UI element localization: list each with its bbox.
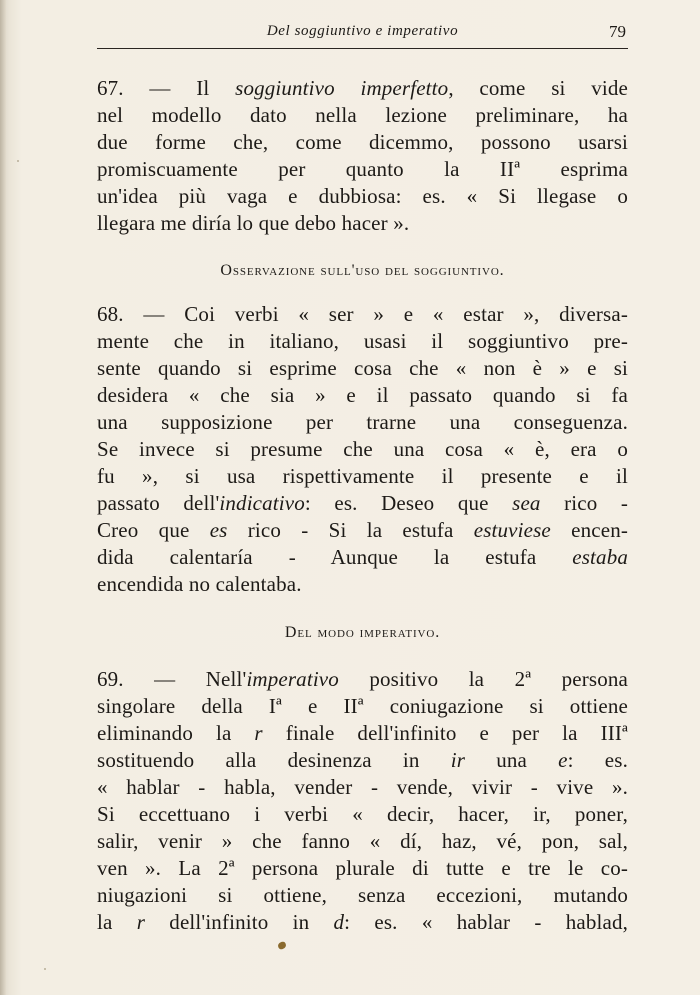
text-line: Se invece si presume che una cosa « è, era o	[97, 437, 628, 461]
text-line: passato dell'indicativo: es. Deseo que sea rico -	[97, 491, 628, 515]
running-head	[97, 20, 628, 49]
text-line: promiscuamente per quanto la IIª esprima	[97, 157, 628, 181]
text-line: 69. — Nell'imperativo positivo la 2ª persona	[97, 667, 628, 691]
section-heading-imperative: Del modo imperativo.	[284, 624, 441, 641]
page-number: 79	[609, 22, 626, 41]
text-line: sente quando si esprime cosa che « non è » e si	[97, 356, 628, 380]
text-line: llegara me diría lo que debo hacer ».	[97, 211, 410, 235]
text-line: la r dell'infinito in d: es. « hablar - hablad,	[97, 910, 628, 934]
text-line: desidera « che sia » e il passato quando si fa	[97, 383, 628, 407]
ink-blot-mark	[277, 941, 287, 950]
text-line: 68. — Coi verbi « ser » e « estar », diversa-	[97, 302, 628, 326]
text-line: due forme che, come dicemmo, possono usarsi	[97, 130, 628, 154]
text-line: fu », si usa rispettivamente il presente e il	[97, 464, 628, 488]
text-line: sostituendo alla desinenza in ir una e: es.	[97, 748, 628, 772]
section-heading-observation: Osservazione sull'uso del soggiuntivo.	[220, 262, 505, 279]
paper-speck	[44, 968, 46, 970]
text-line: niugazioni si ottiene, senza eccezioni, mutando	[97, 883, 628, 907]
text-line: dida calentaría - Aunque la estufa estaba	[97, 545, 628, 569]
text-line: Si eccettuano i verbi « decir, hacer, ir, poner,	[97, 802, 628, 826]
text-line: singolare della Iª e IIª coniugazione si ottiene	[97, 694, 628, 718]
paragraph-67	[97, 75, 628, 237]
text-line: encendida no calentaba.	[97, 572, 302, 596]
text-line: un'idea più vaga e dubbiosa: es. « Si llegase o	[97, 184, 628, 208]
text-line: mente che in italiano, usasi il soggiuntivo pre-	[97, 329, 628, 353]
running-head-title: Del soggiuntivo e imperativo	[266, 23, 459, 39]
text-line: salir, venir » che fanno « dí, haz, vé, pon, sal,	[97, 829, 628, 853]
text-line: ven ». La 2ª persona plurale di tutte e tre le co-	[97, 856, 628, 880]
text-line: nel modello dato nella lezione preliminare, ha	[97, 103, 628, 127]
paper-speck	[17, 160, 19, 162]
text-line: una supposizione per trarne una conseguenza.	[97, 410, 628, 434]
text-line: Creo que es rico - Si la estufa estuviese encen-	[97, 518, 628, 542]
text-line: eliminando la r finale dell'infinito e per la IIIª	[97, 721, 628, 745]
text-line: 67. — Il soggiuntivo imperfetto, come si vide	[97, 76, 628, 100]
paragraph-68	[97, 301, 628, 598]
paragraph-69	[97, 666, 628, 936]
page-binding-edge	[0, 0, 6, 995]
text-line: « hablar - habla, vender - vende, vivir - vive ».	[97, 775, 628, 799]
